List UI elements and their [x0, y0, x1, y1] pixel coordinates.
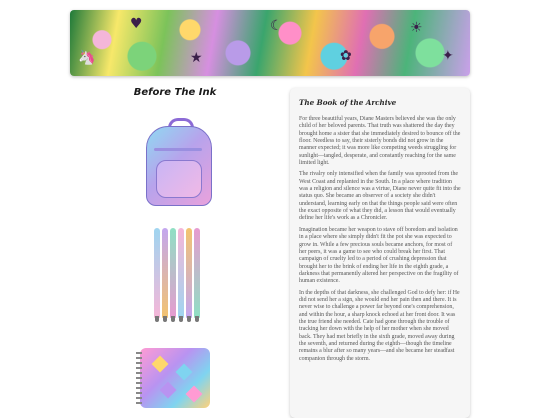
section-title: Before The Ink — [133, 87, 217, 98]
story-title: The Book of the Archive — [299, 98, 397, 107]
star-icon: ★ — [190, 50, 203, 66]
unicorn-icon: 🦄 — [78, 50, 96, 66]
story-panel — [290, 88, 470, 418]
story-paragraph: The rivalry only intensified when the family was uprooted from the West Coast and replanted in the South. In a place where tradition was a religion and silence was a virtue, Diane never quite fit into the status quo. She became an observer of a society she didn't understand, learning early on that the things people said were often the exact opposite of what they did, a lesson that would eventually define her life's work as a Chronicler. — [299, 171, 461, 222]
pens-image[interactable] — [154, 228, 202, 320]
story-paragraph: In the depths of that darkness, she challenged God to defy her: if He did not send her a sign, she would end her pain then and there. It is never wise to challenge a power far beyond one's comprehension, and within the hour, a sharp knock echoed at her front door. It was the true friend she needed. Cate had gone through the trouble of tracking her down with the help of her mother when she moved back. They had met briefly in the sixth grade, moved away during the seventh, and returned during the eighth—though the timeline remains a blur after so many years—and she became her steadfast companion through the storm. — [299, 289, 460, 362]
backpack-image[interactable] — [142, 118, 214, 206]
heart-icon: ♥ — [130, 16, 143, 32]
star-icon: ✦ — [442, 48, 454, 64]
story-paragraph: For three beautiful years, Diane Masters believed she was the only child of her beloved parents. That truth was shattered the day they brought home a sister that she immediately desired to bounce off the floor. Needless to say, their sisterly bonds did not grow in the manner expected; it was more like competing weeds struggling for sunlight—tangled, desperate, and constantly reaching for the same limited light. — [299, 116, 461, 167]
rainbow-icon: ☀ — [410, 20, 423, 36]
moon-icon: ☾ — [270, 18, 283, 34]
product-column — [70, 86, 280, 100]
notebook-image[interactable] — [140, 348, 210, 408]
flower-icon: ✿ — [340, 48, 352, 64]
story-paragraph: Imagination became her weapon to stave off boredom and isolation in a place where she simply didn't fit the pot she was expected to grow in. While a few precious souls became anchors, for most of her peers, it was a game to see who could break her first. That campaign of cruelty led to a period of crushing depression that brought her to the brink of ending her life in the eighth grade, a darkness that permanently altered her perspective on the fragility of human existence. — [299, 226, 459, 285]
header-banner — [70, 10, 470, 76]
